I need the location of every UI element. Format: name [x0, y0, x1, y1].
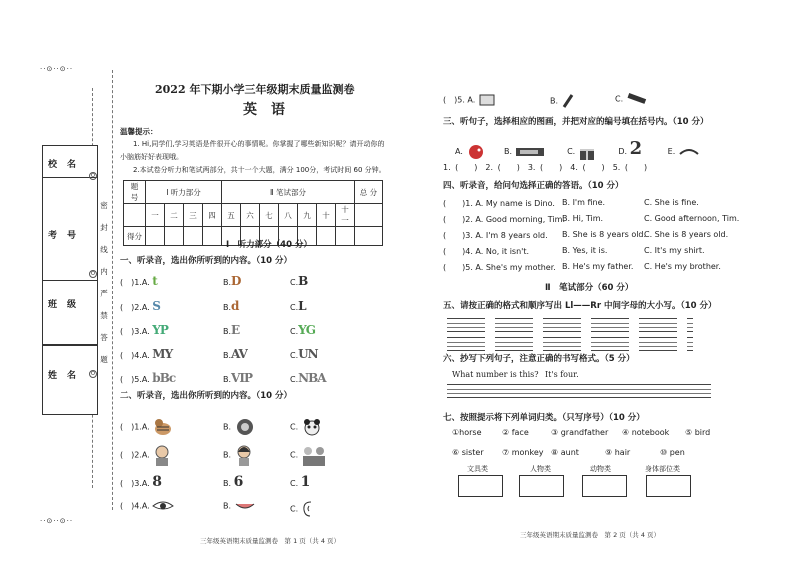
tiger-icon[interactable]	[152, 417, 174, 437]
exam-title: 2022 年下期小学三年级期末质量监测卷	[155, 83, 355, 96]
writing-lines[interactable]	[447, 337, 485, 351]
q4-opt-b[interactable]: B. He's my father.	[562, 262, 634, 271]
book-icon[interactable]	[478, 93, 496, 107]
seal-char: 严	[100, 289, 108, 298]
word-item: ⑦ monkey	[502, 448, 544, 457]
q3-blanks[interactable]: 1. ( ) 2. ( ) 3. ( ) 4. ( ) 5. ( )	[443, 163, 648, 172]
q2-number[interactable]: ( )2.A.	[120, 450, 150, 460]
q1-row	[120, 323, 168, 337]
pencil-icon	[561, 93, 575, 109]
q1-opt-c[interactable]: C.UN	[290, 347, 318, 361]
writing-lines[interactable]	[639, 318, 677, 332]
q4-opt-b[interactable]: B. Yes, it is.	[562, 246, 608, 255]
q2-opt-c[interactable]: C. 1	[290, 474, 310, 490]
q3-heading: 三、听句子，选择相应的图画，并把对应的编号填在括号内。（10 分）	[443, 117, 709, 127]
cell-num: 六	[241, 204, 260, 227]
page1-footer: 三年级英语期末质量监测卷 第 1 页（共 4 页）	[200, 537, 341, 545]
answer-box-body-parts[interactable]	[646, 475, 691, 497]
writing-lines[interactable]	[447, 318, 485, 332]
score-cell[interactable]	[184, 227, 203, 246]
q2-5-number[interactable]: ( )5. A.	[443, 95, 476, 105]
q6-sentence-2: It's four.	[545, 370, 579, 379]
q2-5-opt-b[interactable]: B.	[550, 93, 575, 109]
mouth-icon	[234, 500, 256, 512]
score-cell[interactable]	[355, 227, 383, 246]
bird-icon	[465, 143, 487, 161]
seal-char: 题	[100, 355, 108, 364]
cell-num: 二	[165, 204, 184, 227]
q2-number[interactable]: ( )3.A.	[120, 479, 150, 488]
q2-opt-b[interactable]: B.	[223, 417, 256, 437]
tip-2: 2.本试卷分听力和笔试两部分，共十一个大题，满分 100分，考试时间 60 分钟。	[133, 166, 386, 174]
lion-icon	[234, 417, 256, 437]
score-cell[interactable]	[203, 227, 222, 246]
cell-listening: Ⅰ 听力部分	[146, 181, 222, 204]
q4-opt-c[interactable]: C. She is 8 years old.	[644, 230, 729, 239]
q2-opt-b[interactable]: B.	[223, 444, 254, 466]
q2-row	[120, 444, 172, 466]
q2-5-row	[443, 93, 496, 107]
option-a-letter[interactable]: MY	[152, 347, 173, 361]
circle-mark: O	[89, 270, 97, 278]
class-label: 班级	[48, 300, 87, 310]
cell-num: 五	[222, 204, 241, 227]
eyebrow-icon	[678, 146, 700, 158]
q4-item[interactable]: ( )2. A. Good morning, Tim.	[443, 215, 566, 224]
q2-heading: 二、听录音，选出你所听到的内容。（10 分）	[120, 391, 293, 401]
writing-lines[interactable]	[495, 337, 533, 351]
cell-num: 七	[260, 204, 279, 227]
score-table	[123, 180, 383, 246]
tip-1a: 1. Hi,同学们,学习英语是件很开心的事情呢。你掌握了哪些新知识呢？请开动你的	[133, 140, 385, 148]
cell-num: 十一	[336, 204, 355, 227]
copy-writing-lines[interactable]	[447, 384, 711, 398]
cell-num: 八	[279, 204, 298, 227]
q2-opt-b[interactable]: B. 6	[223, 474, 243, 490]
writing-lines[interactable]	[687, 318, 693, 332]
q5-heading: 五、请按正确的格式和顺序写出 Ll——Rr 中间字母的大小写。（10 分）	[443, 301, 717, 311]
seal-char: 内	[100, 267, 108, 276]
q1-row	[120, 299, 160, 313]
q1-number[interactable]: ( )4.A.	[120, 351, 150, 360]
cell-label: 题 号	[124, 181, 146, 204]
tips-heading: 温馨提示：	[120, 127, 158, 136]
option-a-letter[interactable]: bBc	[152, 371, 176, 385]
exam-number-label: 考号	[48, 231, 87, 241]
q2-row	[120, 417, 174, 437]
answer-box-people[interactable]	[519, 475, 564, 497]
q1-number[interactable]: ( )3.A.	[120, 327, 150, 336]
q4-item[interactable]: ( )1. A. My name is Dino.	[443, 199, 555, 208]
category-label: 身体部位类	[645, 465, 680, 473]
q7-heading: 七、按照提示将下列单词归类。（只写序号）（10 分）	[443, 413, 645, 423]
q1-number[interactable]: ( )2.A.	[120, 303, 150, 312]
gift-icon	[578, 143, 596, 161]
q4-opt-c[interactable]: C. She is fine.	[644, 198, 699, 207]
ear-icon	[301, 500, 317, 518]
seal-char: 禁	[100, 311, 108, 320]
writing-lines[interactable]	[543, 318, 581, 332]
seal-line-inner	[112, 70, 113, 510]
q1-opt-c[interactable]: C.B	[290, 274, 308, 288]
seal-char: 线	[100, 245, 108, 254]
writing-lines[interactable]	[687, 337, 693, 351]
q1-opt-b[interactable]: B.AV	[223, 347, 247, 361]
q4-opt-c[interactable]: C. He's my brother.	[644, 262, 721, 271]
q1-opt-c[interactable]: C.YG	[290, 323, 315, 337]
q1-row	[120, 347, 172, 361]
word-item: ⑤ bird	[685, 428, 711, 437]
q2-row	[120, 500, 174, 512]
cell-num: 一	[146, 204, 165, 227]
word-item: ⑧ aunt	[551, 448, 579, 457]
q1-number[interactable]: ( )5.A.	[120, 375, 150, 384]
writing-lines[interactable]	[591, 318, 629, 332]
q1-opt-b[interactable]: B.E	[223, 323, 240, 337]
woman-face-icon	[234, 444, 254, 466]
word-item: ⑩ pen	[660, 448, 685, 457]
circle-mark: O	[89, 370, 97, 378]
q1-opt-c[interactable]: C.NBA	[290, 371, 326, 385]
word-item: ⑨ hair	[605, 448, 631, 457]
q1-number[interactable]: ( )1.A.	[120, 278, 150, 287]
q6-heading: 六、抄写下列句子，注意正确的书写格式。（5 分）	[443, 354, 635, 364]
name-label: 姓名	[48, 371, 87, 381]
q7-words-row-2	[452, 448, 484, 457]
q1-opt-b[interactable]: B.D	[223, 274, 241, 288]
cell-num: 十	[317, 204, 336, 227]
cell-num: 四	[203, 204, 222, 227]
cell-writing: Ⅱ 笔试部分	[222, 181, 355, 204]
subject-title: 英 语	[243, 102, 285, 118]
q3-pictures: A. B. C. D. 2 E.	[455, 138, 700, 161]
word-item: ①horse	[452, 428, 482, 437]
q4-opt-b[interactable]: B. I'm fine.	[562, 198, 606, 207]
q2-number[interactable]: ( )1.A.	[120, 422, 150, 432]
q6-sentence-1: What number is this?	[452, 370, 539, 379]
score-cell[interactable]	[336, 227, 355, 246]
word-item: ③ grandfather	[551, 428, 609, 437]
writing-lines[interactable]	[495, 318, 533, 332]
writing-lines[interactable]	[639, 337, 677, 351]
q2-opt-c[interactable]: C.	[290, 500, 317, 518]
seal-char: 答	[100, 333, 108, 342]
q4-item[interactable]: ( )3. A. I'm 8 years old.	[443, 231, 548, 240]
q4-heading: 四、听录音，给问句选择正确的答语。（10 分）	[443, 181, 624, 191]
top-dots: ··⊙··⊙··	[40, 65, 74, 73]
circle-mark: O	[89, 172, 97, 180]
q4-opt-b[interactable]: B. Hi, Tim.	[562, 214, 604, 223]
q1-row	[120, 371, 175, 385]
option-a-letter[interactable]: S	[152, 299, 160, 313]
panda-icon	[301, 417, 323, 437]
writing-lines[interactable]	[543, 337, 581, 351]
man-face-icon[interactable]	[152, 444, 172, 466]
q2-5-opt-c[interactable]: C.	[615, 93, 648, 105]
q2-number[interactable]: ( )4.A.	[120, 501, 150, 511]
q4-opt-c[interactable]: C. Good afternoon, Tim.	[644, 214, 740, 223]
cell-num: 三	[184, 204, 203, 227]
score-cell[interactable]	[146, 227, 165, 246]
q2-opt-c[interactable]: C.	[290, 444, 327, 466]
category-label: 文具类	[467, 465, 488, 473]
q4-opt-b[interactable]: B. She is 8 years old.	[562, 230, 647, 239]
seal-char: 密	[100, 201, 108, 210]
cell-score-label: 得分	[124, 227, 146, 246]
seal-char: 封	[100, 223, 108, 232]
category-label: 动物类	[590, 465, 611, 473]
option-a-letter[interactable]: YP	[152, 323, 168, 337]
score-cell[interactable]	[317, 227, 336, 246]
score-cell[interactable]	[165, 227, 184, 246]
q1-heading: 一、听录音，选出你所听到的内容。（10 分）	[120, 256, 293, 266]
writing-lines[interactable]	[591, 337, 629, 351]
cell-num: 九	[298, 204, 317, 227]
q1-opt-b[interactable]: B.VIP	[223, 371, 252, 385]
q1-opt-c[interactable]: C.L	[290, 299, 306, 313]
ruler-icon	[626, 93, 648, 105]
q2-opt-b[interactable]: B.	[223, 500, 256, 512]
tip-1b: 小脑筋好好表现哦。	[120, 153, 183, 161]
family-icon	[301, 444, 327, 466]
school-label: 校名	[48, 160, 87, 170]
word-item: ⑥ sister	[452, 448, 484, 457]
number-option[interactable]: 8	[152, 474, 162, 490]
word-item: ④ notebook	[622, 428, 670, 437]
option-a-letter[interactable]: t	[152, 274, 157, 288]
word-item: ② face	[502, 428, 529, 437]
part2-heading: Ⅱ 笔试部分（60 分）	[545, 283, 634, 293]
q1-opt-b[interactable]: B.d	[223, 299, 239, 313]
answer-box-stationery[interactable]	[458, 475, 503, 497]
page2-footer: 三年级英语期末质量监测卷 第 2 页（共 4 页）	[520, 531, 661, 539]
q7-words-row-1	[452, 428, 482, 437]
eye-icon[interactable]	[152, 500, 174, 512]
pencil-box-icon	[515, 145, 545, 159]
category-label: 人物类	[530, 465, 551, 473]
q2-opt-c[interactable]: C.	[290, 417, 323, 437]
q1-row	[120, 274, 157, 288]
q4-item[interactable]: ( )4. A. No, it isn't.	[443, 247, 530, 256]
cell-total: 总 分	[355, 181, 383, 204]
q2-row	[120, 474, 161, 490]
answer-box-animals[interactable]	[582, 475, 627, 497]
bottom-dots: ··⊙··⊙··	[40, 517, 74, 525]
part1-heading: Ⅰ 听力部分（40 分）	[226, 240, 312, 250]
q4-item[interactable]: ( )5. A. She's my mother.	[443, 263, 556, 272]
q4-opt-c[interactable]: C. It's my shirt.	[644, 246, 705, 255]
